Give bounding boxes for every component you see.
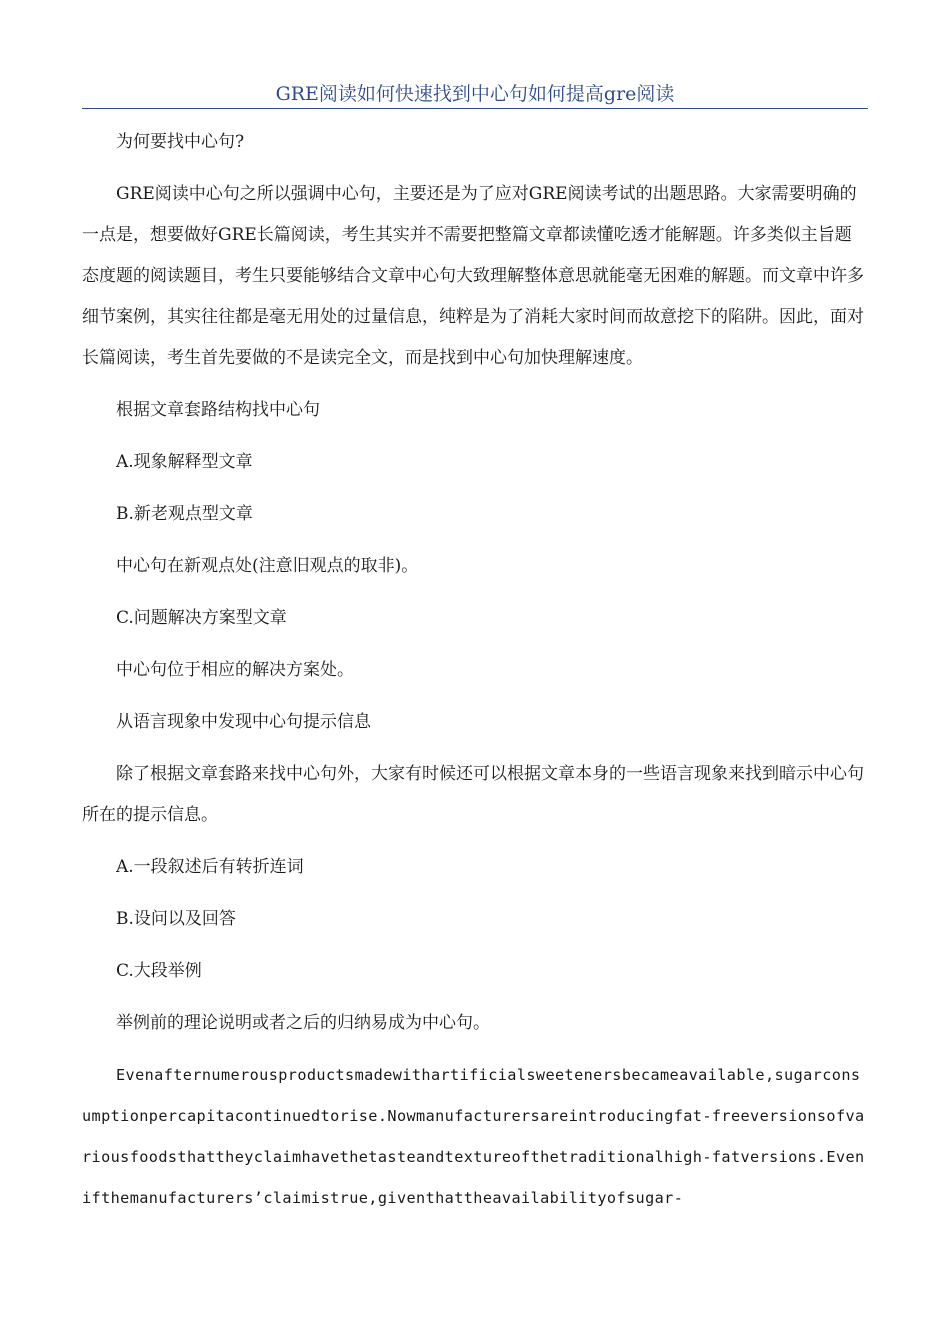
paragraph-structure-heading: 根据文章套路结构找中心句 xyxy=(116,400,320,420)
paragraph-type-c-note: 中心句位于相应的解决方案处。 xyxy=(116,660,354,680)
paragraph-language-heading: 从语言现象中发现中心句提示信息 xyxy=(116,712,371,732)
paragraph-cue-b: B.设问以及回答 xyxy=(116,909,236,929)
paragraph-type-b: B.新老观点型文章 xyxy=(116,504,253,524)
header-divider xyxy=(82,108,868,109)
paragraph-type-a: A.现象解释型文章 xyxy=(116,452,253,472)
paragraph-english-passage: Evenafternumerousproductsmadewithartificialsweetenersbecameavailable,sugarconsumptionpercapitacontinuedtorise.Nowmanufacturersareintroducingfat-freeversionsofvariousfoodsthattheyclaimhavethetasteandtextureofthetraditionalhigh-fatversions.Evenifthemanufacturers’claimistrue,giventhattheavailabilityofsugar- xyxy=(82,1066,865,1207)
paragraph-type-b-note: 中心句在新观点处(注意旧观点的取非)。 xyxy=(116,556,419,576)
paragraph-cue-a: A.一段叙述后有转折连词 xyxy=(116,857,304,877)
document-title: GRE阅读如何快速找到中心句如何提高gre阅读 xyxy=(275,83,675,105)
paragraph-why-main-sentence: 为何要找中心句? xyxy=(116,132,245,152)
paragraph-type-c: C.问题解决方案型文章 xyxy=(116,608,287,628)
paragraph-intro: GRE阅读中心句之所以强调中心句，主要还是为了应对GRE阅读考试的出题思路。大家需要明确的一点是，想要做好GRE长篇阅读，考生其实并不需要把整篇文章都读懂吃透才能解题。许多类似主旨题态度题的阅读题目，考生只要能够结合文章中心句大致理解整体意思就能毫无困难的解题。而文章中许多细节案例，其实往往都是毫无用处的过量信息，纯粹是为了消耗大家时间而故意挖下的陷阱。因此，面对长篇阅读，考生首先要做的不是读完全文，而是找到中心句加快理解速度。 xyxy=(82,184,864,368)
paragraph-language-intro: 除了根据文章套路来找中心句外，大家有时候还可以根据文章本身的一些语言现象来找到暗示中心句所在的提示信息。 xyxy=(82,764,864,825)
paragraph-cue-c-note: 举例前的理论说明或者之后的归纳易成为中心句。 xyxy=(116,1013,490,1033)
document-body xyxy=(82,122,868,1219)
paragraph-cue-c: C.大段举例 xyxy=(116,961,202,981)
